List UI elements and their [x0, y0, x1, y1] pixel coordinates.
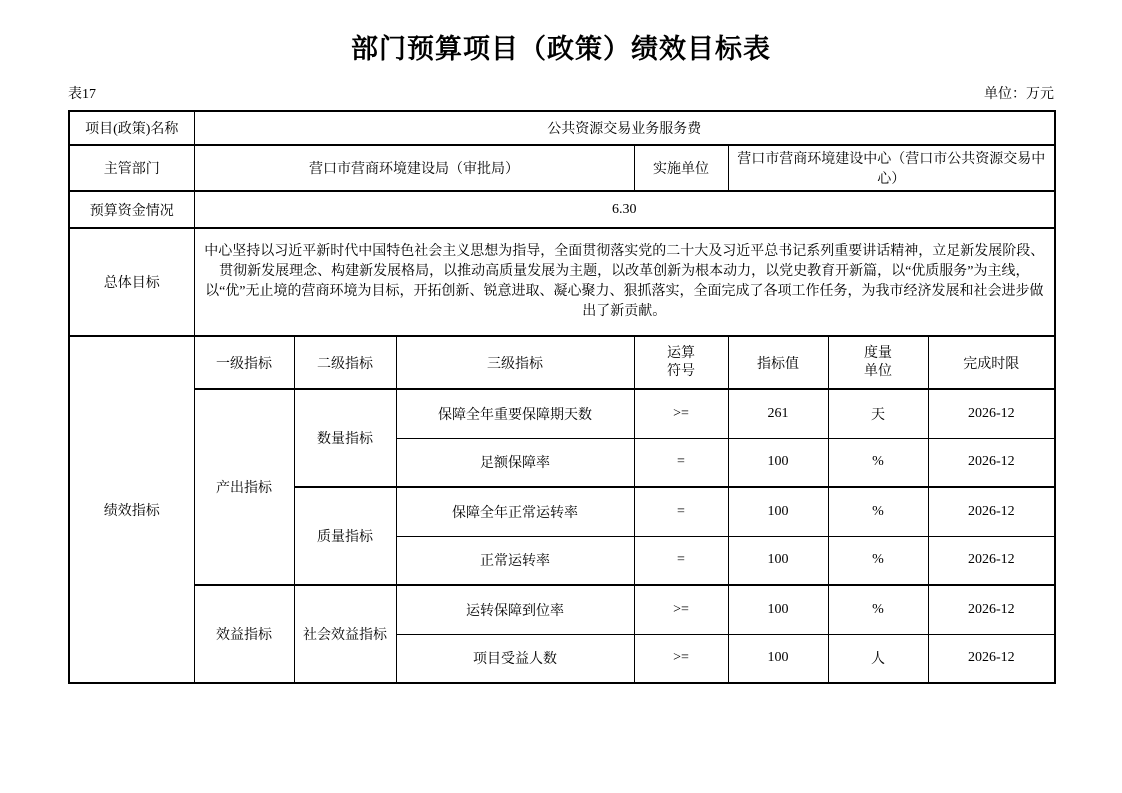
- operator-cell: >=: [634, 634, 728, 683]
- value-cell: 100: [728, 585, 828, 634]
- implement-unit-value-cell: 营口市营商环境建设中心（营口市公共资源交易中心）: [728, 145, 1055, 191]
- overall-goal-label-cell: 总体目标: [69, 228, 194, 336]
- indicator-name-cell: 正常运转率: [396, 536, 634, 585]
- table-number-label: 表17: [68, 87, 96, 102]
- indicator-header-row: [69, 336, 1055, 389]
- operator-cell: >=: [634, 389, 728, 438]
- indicator-name-cell: 项目受益人数: [396, 634, 634, 683]
- header-value-cell: 指标值: [728, 336, 828, 389]
- unit-cell: 人: [828, 634, 928, 683]
- page-title: 部门预算项目（政策）绩效目标表: [351, 34, 771, 64]
- indicator-name-cell: 保障全年重要保障期天数: [396, 389, 634, 438]
- project-name-row: [69, 111, 1055, 145]
- budget-label-cell: 预算资金情况: [69, 191, 194, 228]
- overall-goal-row: [69, 228, 1055, 336]
- project-name-value-cell: 公共资源交易业务服务费: [194, 111, 1055, 145]
- budget-performance-table: [68, 110, 1056, 684]
- budget-value-cell: 6.30: [194, 191, 1055, 228]
- unit-cell: %: [828, 585, 928, 634]
- indicator-row: [69, 585, 1055, 634]
- unit-cell: 天: [828, 389, 928, 438]
- deadline-cell: 2026-12: [928, 389, 1055, 438]
- deadline-cell: 2026-12: [928, 487, 1055, 536]
- level1-output-cell: 产出指标: [194, 389, 294, 585]
- value-cell: 100: [728, 634, 828, 683]
- department-row: [69, 145, 1055, 191]
- budget-row: [69, 191, 1055, 228]
- unit-cell: %: [828, 438, 928, 487]
- header-unit-cell: 度量 单位: [828, 336, 928, 389]
- header-level3-cell: 三级指标: [396, 336, 634, 389]
- department-value-cell: 营口市营商环境建设局（审批局）: [194, 145, 634, 191]
- unit-cell: %: [828, 536, 928, 585]
- overall-goal-text-cell: 中心坚持以习近平新时代中国特色社会主义思想为指导，全面贯彻落实党的二十大及习近平总书记系列重要讲话精神，立足新发展阶段、贯彻新发展理念、构建新发展格局，以推动高质量发展为主题，以改革创新为根本动力，以党史教育开新篇，以“优质服务”为主线，以“优”无止境的营商环境为目标，开拓创新、锐意进取、凝心聚力、狠抓落实，全面完成了各项工作任务，为我市经济发展和社会进步做出了新贡献。: [194, 228, 1055, 336]
- level1-benefit-cell: 效益指标: [194, 585, 294, 683]
- unit-cell: %: [828, 487, 928, 536]
- indicator-name-cell: 保障全年正常运转率: [396, 487, 634, 536]
- operator-cell: =: [634, 536, 728, 585]
- deadline-cell: 2026-12: [928, 536, 1055, 585]
- implement-unit-label-cell: 实施单位: [634, 145, 728, 191]
- indicator-row: [69, 389, 1055, 438]
- operator-cell: >=: [634, 585, 728, 634]
- level2-quality-cell: 质量指标: [294, 487, 396, 585]
- table-meta-row: [68, 83, 1054, 103]
- header-operator-cell: 运算 符号: [634, 336, 728, 389]
- header-level1-cell: 一级指标: [194, 336, 294, 389]
- indicator-name-cell: 运转保障到位率: [396, 585, 634, 634]
- value-cell: 100: [728, 536, 828, 585]
- header-deadline-cell: 完成时限: [928, 336, 1055, 389]
- value-cell: 100: [728, 487, 828, 536]
- deadline-cell: 2026-12: [928, 438, 1055, 487]
- value-cell: 100: [728, 438, 828, 487]
- project-name-label-cell: 项目(政策)名称: [69, 111, 194, 145]
- unit-label: 单位：万元: [984, 87, 1054, 102]
- operator-cell: =: [634, 438, 728, 487]
- deadline-cell: 2026-12: [928, 585, 1055, 634]
- indicator-name-cell: 足额保障率: [396, 438, 634, 487]
- deadline-cell: 2026-12: [928, 634, 1055, 683]
- level2-quantity-cell: 数量指标: [294, 389, 396, 487]
- level2-social-cell: 社会效益指标: [294, 585, 396, 683]
- department-label-cell: 主管部门: [69, 145, 194, 191]
- header-level2-cell: 二级指标: [294, 336, 396, 389]
- operator-cell: =: [634, 487, 728, 536]
- performance-section-label-cell: 绩效指标: [69, 336, 194, 683]
- value-cell: 261: [728, 389, 828, 438]
